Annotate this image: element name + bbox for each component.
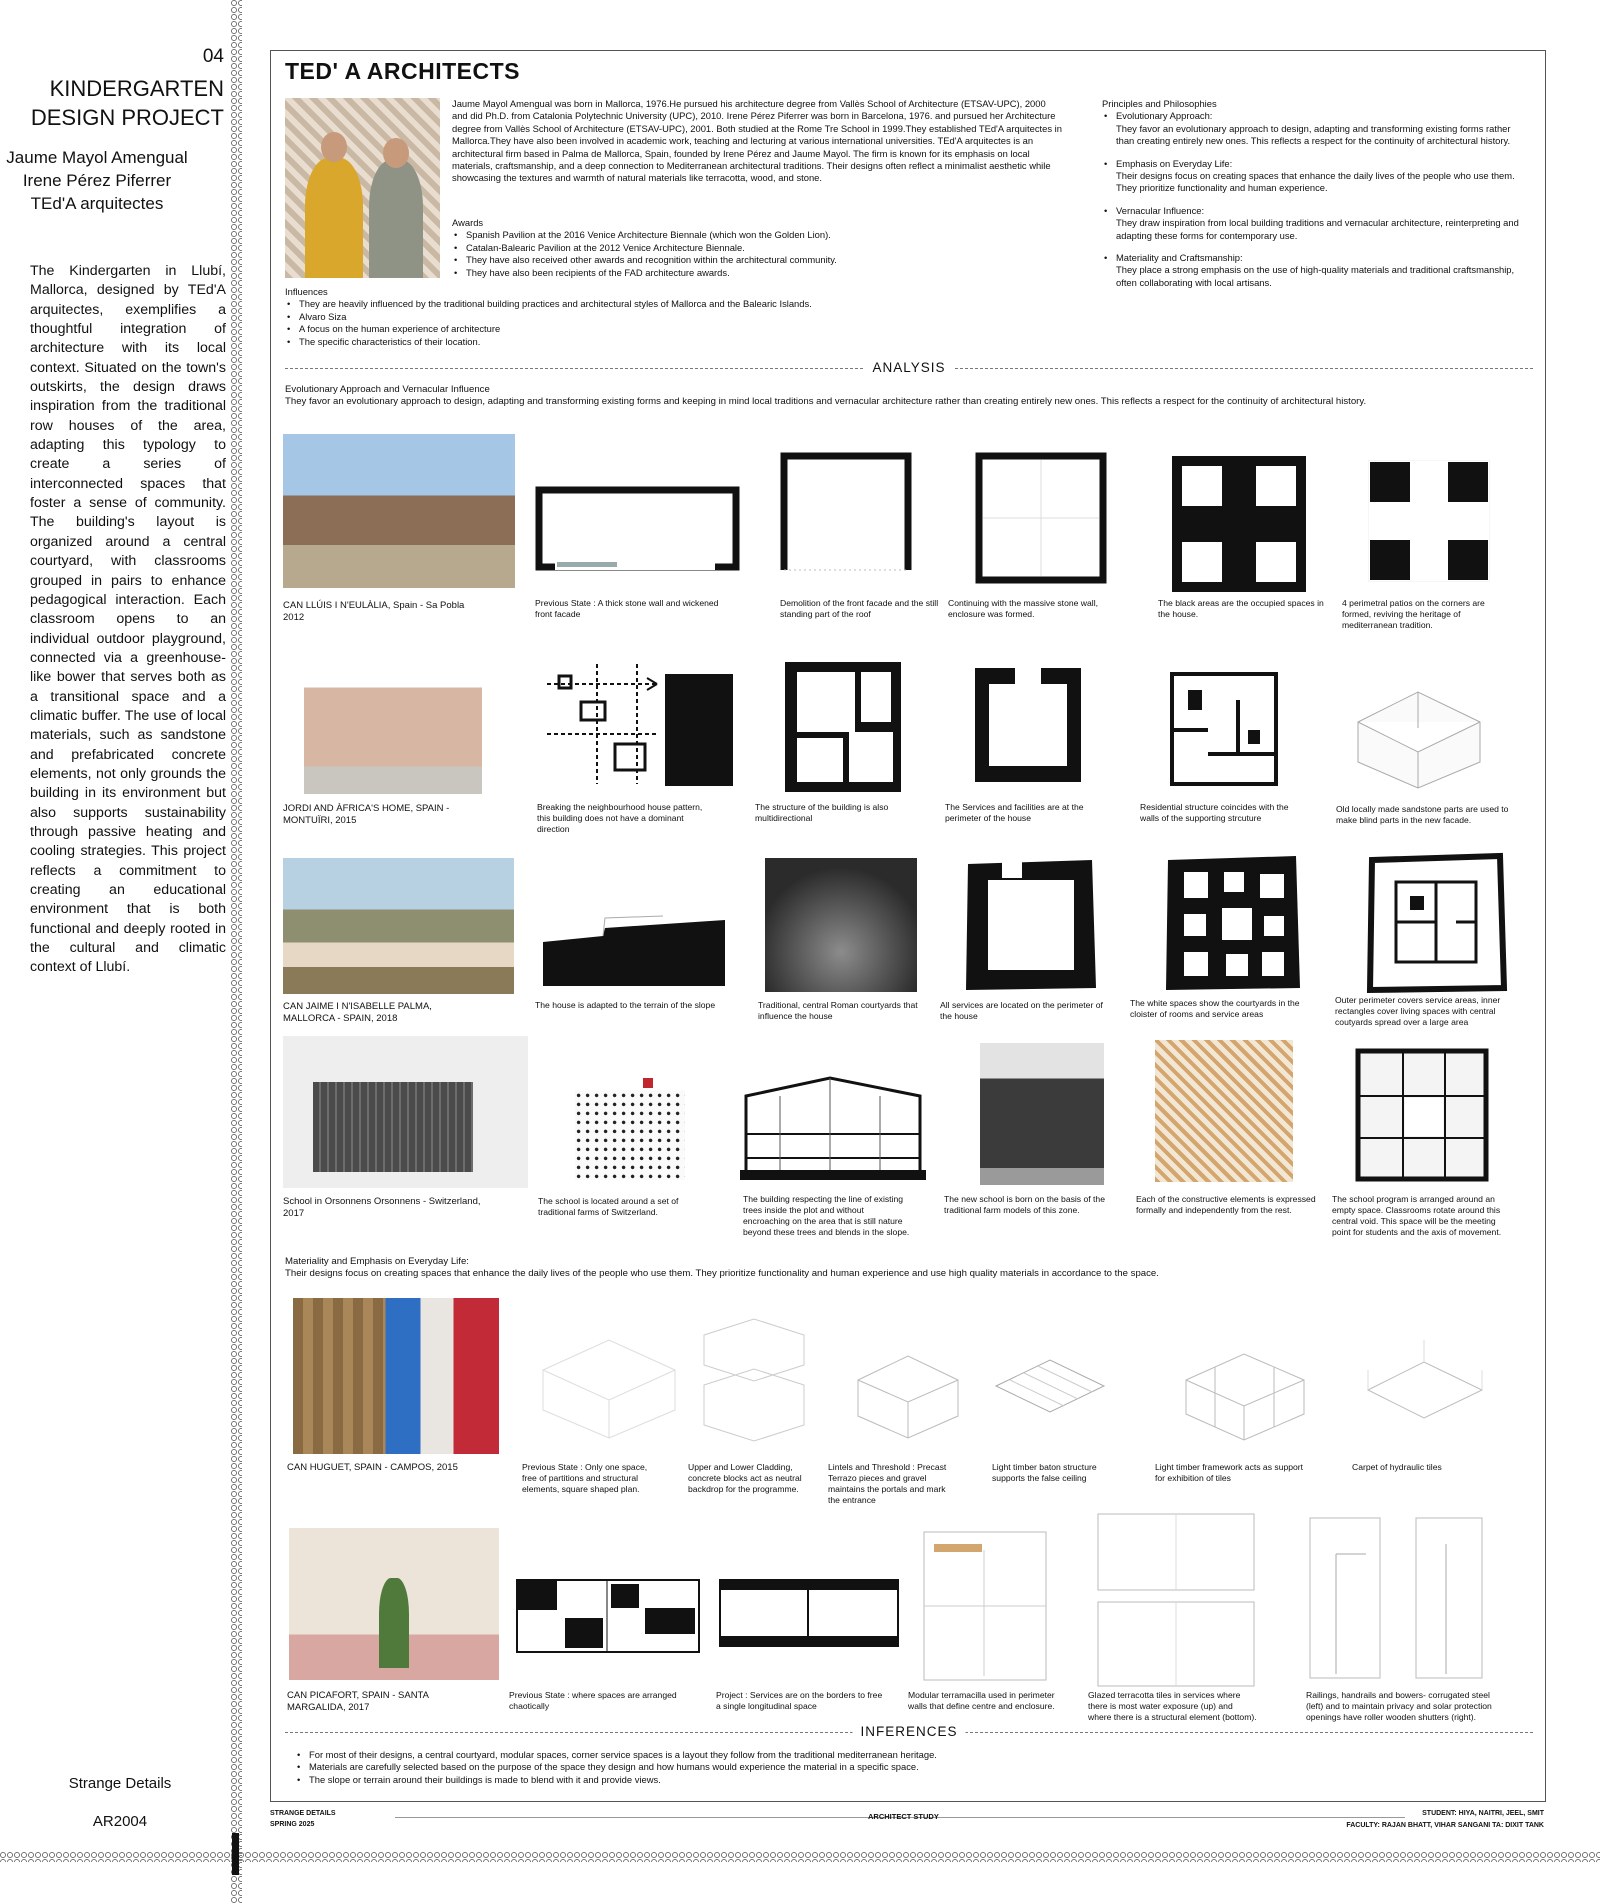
analysis-label: ANALYSIS [864,360,953,375]
circulation-diagram [537,654,735,794]
diagram-caption: Previous State : Only one space, free of partitions and structural elements, square shaped plan. [522,1462,648,1494]
materiality-intro [285,1256,1385,1281]
horizontal-wavy-divider [0,1852,1600,1862]
diagram-caption: Upper and Lower Cladding, concrete blocks act as neutral backdrop for the programme. [688,1462,802,1494]
diagram-caption: Each of the constructive elements is expressed formally and independently from the rest. [1136,1194,1316,1215]
project-photo [304,642,482,794]
diagram-caption: The school program is arranged around an empty space. Classrooms rotate around this central void. This space will be the meeting point for students and the axis of movement. [1332,1194,1502,1237]
diagram-caption: The structure of the building is also multidirectional [755,802,889,823]
diagram-caption: Traditional, central Roman courtyards that influence the house [758,1000,918,1021]
program-plan [1355,1048,1489,1182]
principle-title: • Materiality and Craftsmanship: [1102,252,1522,264]
footer-left [270,1808,336,1830]
diagram-caption: Previous State : where spaces are arranged chaotically [509,1690,677,1711]
axonometric-sketch [848,1340,968,1440]
inference-item: • The slope or terrain around their buildings is made to blend with it and provide views. [295,1774,1395,1786]
diagram-caption: Old locally made sandstone parts are used to make blind parts in the new facade. [1336,804,1509,825]
project-caption: School in Orsonnens Orsonnens - Switzerland, 2017 [283,1196,481,1219]
model-photo [1155,1040,1293,1182]
diagram-caption: The Services and facilities are at the perimeter of the house [945,802,1084,823]
course-name: Strange Details [68,1775,172,1792]
plan-diagram [718,1578,900,1648]
portrait-head [321,132,347,162]
diagram-caption: Breaking the neighbourhood house pattern, this building does not have a dominant direction [537,802,703,834]
plan-drawing [1366,852,1508,994]
structure-diagram [785,662,901,792]
diagram-caption: Residential structure coincides with the walls of the supporting strcuture [1140,802,1289,823]
diagram-caption: The house is adapted to the terrain of the slope [535,1000,716,1010]
awards-heading: Awards [452,217,484,228]
plan-diagram [975,452,1107,584]
principles-section [1102,98,1522,289]
project-caption: CAN JAIME I N'ISABELLE PALMA, MALLORCA - SPAIN, 2018 [283,1001,432,1024]
influence-item: • They are heavily influenced by the traditional building practices and architectural styles of Mallorca and the Balearic Islands. [285,298,905,310]
diagram-caption: Demolition of the front facade and the still standing part of the roof [780,598,939,619]
section-drawing [740,1074,926,1180]
diagram-caption: All services are located on the perimeter of the house [940,1000,1103,1021]
axonometric-sketch [1180,1340,1310,1444]
inferences-label: INFERENCES [852,1724,965,1739]
person-2: Irene Pérez Piferrer [22,171,172,190]
principle-title: • Vernacular Influence: [1102,205,1522,217]
portrait-figure [369,160,423,278]
project-caption: CAN PICAFORT, SPAIN - SANTA MARGALIDA, 2017 [287,1690,429,1713]
diagram-caption: Continuing with the massive stone wall, enclosure was formed. [948,598,1098,619]
perimeter-services-diagram [962,856,1100,994]
inference-item: • Materials are carefully selected based on the purpose of the space they design and how humans would experience the material in a specific space. [295,1761,1395,1773]
influence-item: • Alvaro Siza [285,311,905,323]
portrait-figure [305,158,363,278]
divider-marker [232,1833,239,1875]
diagram-caption: Light timber framework acts as support for exhibition of tiles [1155,1462,1304,1483]
project-caption: CAN LLÚIS I N'EULÀLIA, Spain - Sa Pobla 2012 [283,600,465,623]
principle-body: They draw inspiration from local building traditions and vernacular architecture, reinterpreting and adapting these forms for contemporary use. [1116,217,1519,241]
tile-elevation [1096,1512,1256,1688]
title-line-1: KINDERGARTEN [49,76,224,101]
footer-course: STRANGE DETAILS [270,1810,336,1817]
page-title: TED' A ARCHITECTS [285,58,521,84]
footer-faculty: FACULTY: RAJAN BHATT, VIHAR SANGANI TA: DIXIT TANK [1346,1822,1544,1829]
section-diagram [543,908,725,986]
analysis-intro-title: Evolutionary Approach and Vernacular Influence [285,384,490,395]
analysis-intro-body: They favor an evolutionary approach to design, adapting and transforming existing forms and keeping in mind local traditions and vernacular architecture rather than creating entirely new ones. This reflects a respect for the continuity of architectural history. [285,396,1367,408]
influences-section [285,286,905,348]
plan-diagram [535,486,740,571]
courtyard-photo [765,858,917,992]
award-item: • Spanish Pavilion at the 2016 Venice Architecture Biennale (which won the Golden Lion). [452,229,1062,241]
occupied-space-diagram [1172,456,1306,592]
axonometric-sketch [694,1315,814,1443]
person-1: Jaume Mayol Amengual [6,148,188,167]
project-photo [293,1298,499,1454]
services-diagram [975,668,1081,782]
principle-body: They place a strong emphasis on the use of high-quality materials and traditional craftsmanship, often collaborating with local artisans. [1116,264,1515,288]
inferences-list [295,1749,1395,1786]
site-plan [535,1060,721,1190]
diagram-caption: The building respecting the line of existing trees inside the plot and without encroaching on the area that is still nature beyond these trees and blends in the slope. [743,1194,910,1237]
architects-portrait [285,98,440,278]
diagram-caption: Railings, handrails and bowers- corrugated steel (left) and to maintain privacy and solar protection openings have roller wooden shutters (right). [1306,1690,1492,1722]
axonometric-sketch [1362,1340,1488,1444]
project-photo [283,858,514,994]
analysis-intro [285,384,1385,409]
plan-diagram [515,1578,701,1654]
footer-term: SPRING 2025 [270,1821,315,1828]
sidebar [0,0,232,1904]
diagram-caption: The black areas are the occupied spaces in the house. [1158,598,1324,619]
awards-section [452,217,1062,279]
diagram-caption: Light timber baton structure supports the false ceiling [992,1462,1097,1483]
inference-item: • For most of their designs, a central courtyard, modular spaces, corner service spaces is a layout they follow from the traditional mediterranean heritage. [295,1749,1395,1761]
diagram-caption: The new school is born on the basis of the traditional farm models of this zone. [944,1194,1105,1215]
principle-title: • Emphasis on Everyday Life: [1102,158,1522,170]
vertical-wavy-divider [230,0,242,1904]
course-code: AR2004 [92,1813,148,1830]
architects-names [0,146,202,215]
firm-name: TEd'A arquitectes [30,194,164,213]
inferences-divider [285,1724,1533,1740]
footer-students: STUDENT: HIYA, NAITRI, JEEL, SMIT [1422,1810,1544,1817]
diagram-caption: 4 perimetral patios on the corners are formed, reviving the heritage of mediterranean tradition. [1342,598,1485,630]
project-photo [283,434,515,588]
award-item: • They have also been recipients of the FAD architecture awards. [452,267,1062,279]
railing-elevation [1306,1514,1486,1682]
diagram-caption: Project : Services are on the borders to free a single longitudinal space [716,1690,883,1711]
principles-heading: Principles and Philosophies [1102,98,1217,109]
project-photo [283,1036,528,1188]
plan-diagram [780,452,912,572]
principle-title: • Evolutionary Approach: [1102,110,1522,122]
biography-text: Jaume Mayol Amengual was born in Mallorca, 1976.He pursued his architecture degree from Vallès School of Architecture (ETSAV-UPC), 2000 and did Ph.D. from Catalonia Polytechnic University (UPC), 2010. Irene Pérez Piferrer was born in Barcelona, 1976. and pursued her Architecture degree from Vallès School of Architecture (ETSAV-UPC), 2001. Both studied at the Rome Tre School in 1999.They established TEd'A arquitectes in Mallorca.They have also been involved in academic work, teaching and lecturing at various international universities. TEd'A arquitectes is an architectural firm based in Palma de Mallorca, Spain, founded by Irene Pérez and Jaume Mayol. The firm is known for its emphasis on local materials, craftsmanship, and a deep connection to Mediterranean architectural traditions. Their designs often reflect a minimalist aesthetic while showcasing the textures and warmth of natural materials like terracotta, wood, and stone. [452,98,1062,184]
axonometric-sketch [533,1320,685,1440]
project-caption: JORDI AND ÀFRICA'S HOME, SPAIN - MONTUÏRI, 2015 [283,803,450,826]
diagram-caption: Lintels and Threshold : Precast Terrazo pieces and gravel maintains the portals and mark the entrance [828,1462,947,1505]
sheet-number: 04 [202,46,224,67]
patio-diagram [1368,460,1490,582]
courtyard-cloister-diagram [1162,852,1304,994]
award-item: • They have also received other awards and recognition within the architectural community. [452,254,1062,266]
project-photo [289,1528,499,1680]
materiality-intro-title: Materiality and Emphasis on Everyday Life: [285,1256,469,1267]
project-title [4,74,224,132]
diagram-caption: Previous State : A thick stone wall and wickened front facade [535,598,719,619]
award-item: • Catalan-Balearic Pavilion at the 2012 Venice Architecture Biennale. [452,242,1062,254]
analysis-divider [285,360,1533,376]
diagram-caption: Modular terramacilla used in perimeter walls that define centre and enclosure. [908,1690,1055,1711]
influence-item: • The specific characteristics of their location. [285,336,905,348]
diagram-caption: Carpet of hydraulic tiles [1352,1462,1442,1472]
title-line-2: DESIGN PROJECT [30,105,224,130]
structure-walls-diagram [1168,670,1280,788]
barn-photo [980,1043,1104,1185]
influences-heading: Influences [285,286,328,297]
diagram-caption: Outer perimeter covers service areas, inner rectangles cover living spaces with central coutyards spread over a large area [1335,995,1501,1027]
diagram-caption: The school is located around a set of traditional farms of Switzerland. [538,1196,679,1217]
interior-elevation [922,1530,1048,1682]
principle-body: They favor an evolutionary approach to design, adapting and transforming existing forms rather than creating entirely new ones. This reflects a respect for the continuity of architectural history. [1116,122,1511,147]
axonometric-sketch [990,1346,1110,1442]
influence-item: • A focus on the human experience of architecture [285,323,905,335]
footer-center: ARCHITECT STUDY [868,1812,939,1821]
project-caption: CAN HUGUET, SPAIN - CAMPOS, 2015 [287,1462,458,1473]
axonometric-sketch [1348,662,1490,790]
principle-body: Their designs focus on creating spaces that enhance the daily lives of the people who use them. They prioritize functionality and human experience. [1116,170,1515,194]
project-description: The Kindergarten in Llubí, Mallorca, designed by TEd'A arquitectes, exemplifies a thoughtful integration of architecture with its local context. Situated on the town's outskirts, the design draws inspiration from the traditional row houses of the area, adapting this typology to create a series of interconnected spaces that foster a sense of community. The building's layout is organized around a central courtyard, with classrooms grouped in pairs to enhance pedagogical interaction. Each classroom opens to an individual outdoor playground, connected via a greenhouse-like bower that serves both as a transitional space and a climatic buffer. The use of local materials, such as sandstone and prefabricated concrete elements, not only grounds the building in its environment but also supports sustainability through passive heating and cooling strategies. This project reflects a commitment to creating an educational environment that is both functional and deeply rooted in the cultural and climatic context of Llubí. [30,263,226,976]
diagram-caption: Glazed terracotta tiles in services where there is most water exposure (up) and where there is a structural element (bottom). [1088,1690,1257,1722]
diagram-caption: The white spaces show the courtyards in the cloister of rooms and service areas [1130,998,1300,1019]
materiality-intro-body: Their designs focus on creating spaces that enhance the daily lives of the people who use them. They prioritize functionality and human experience and use high quality materials in accordance to the space. [285,1268,1159,1280]
portrait-head [383,138,409,168]
footer-right [1346,1808,1544,1832]
